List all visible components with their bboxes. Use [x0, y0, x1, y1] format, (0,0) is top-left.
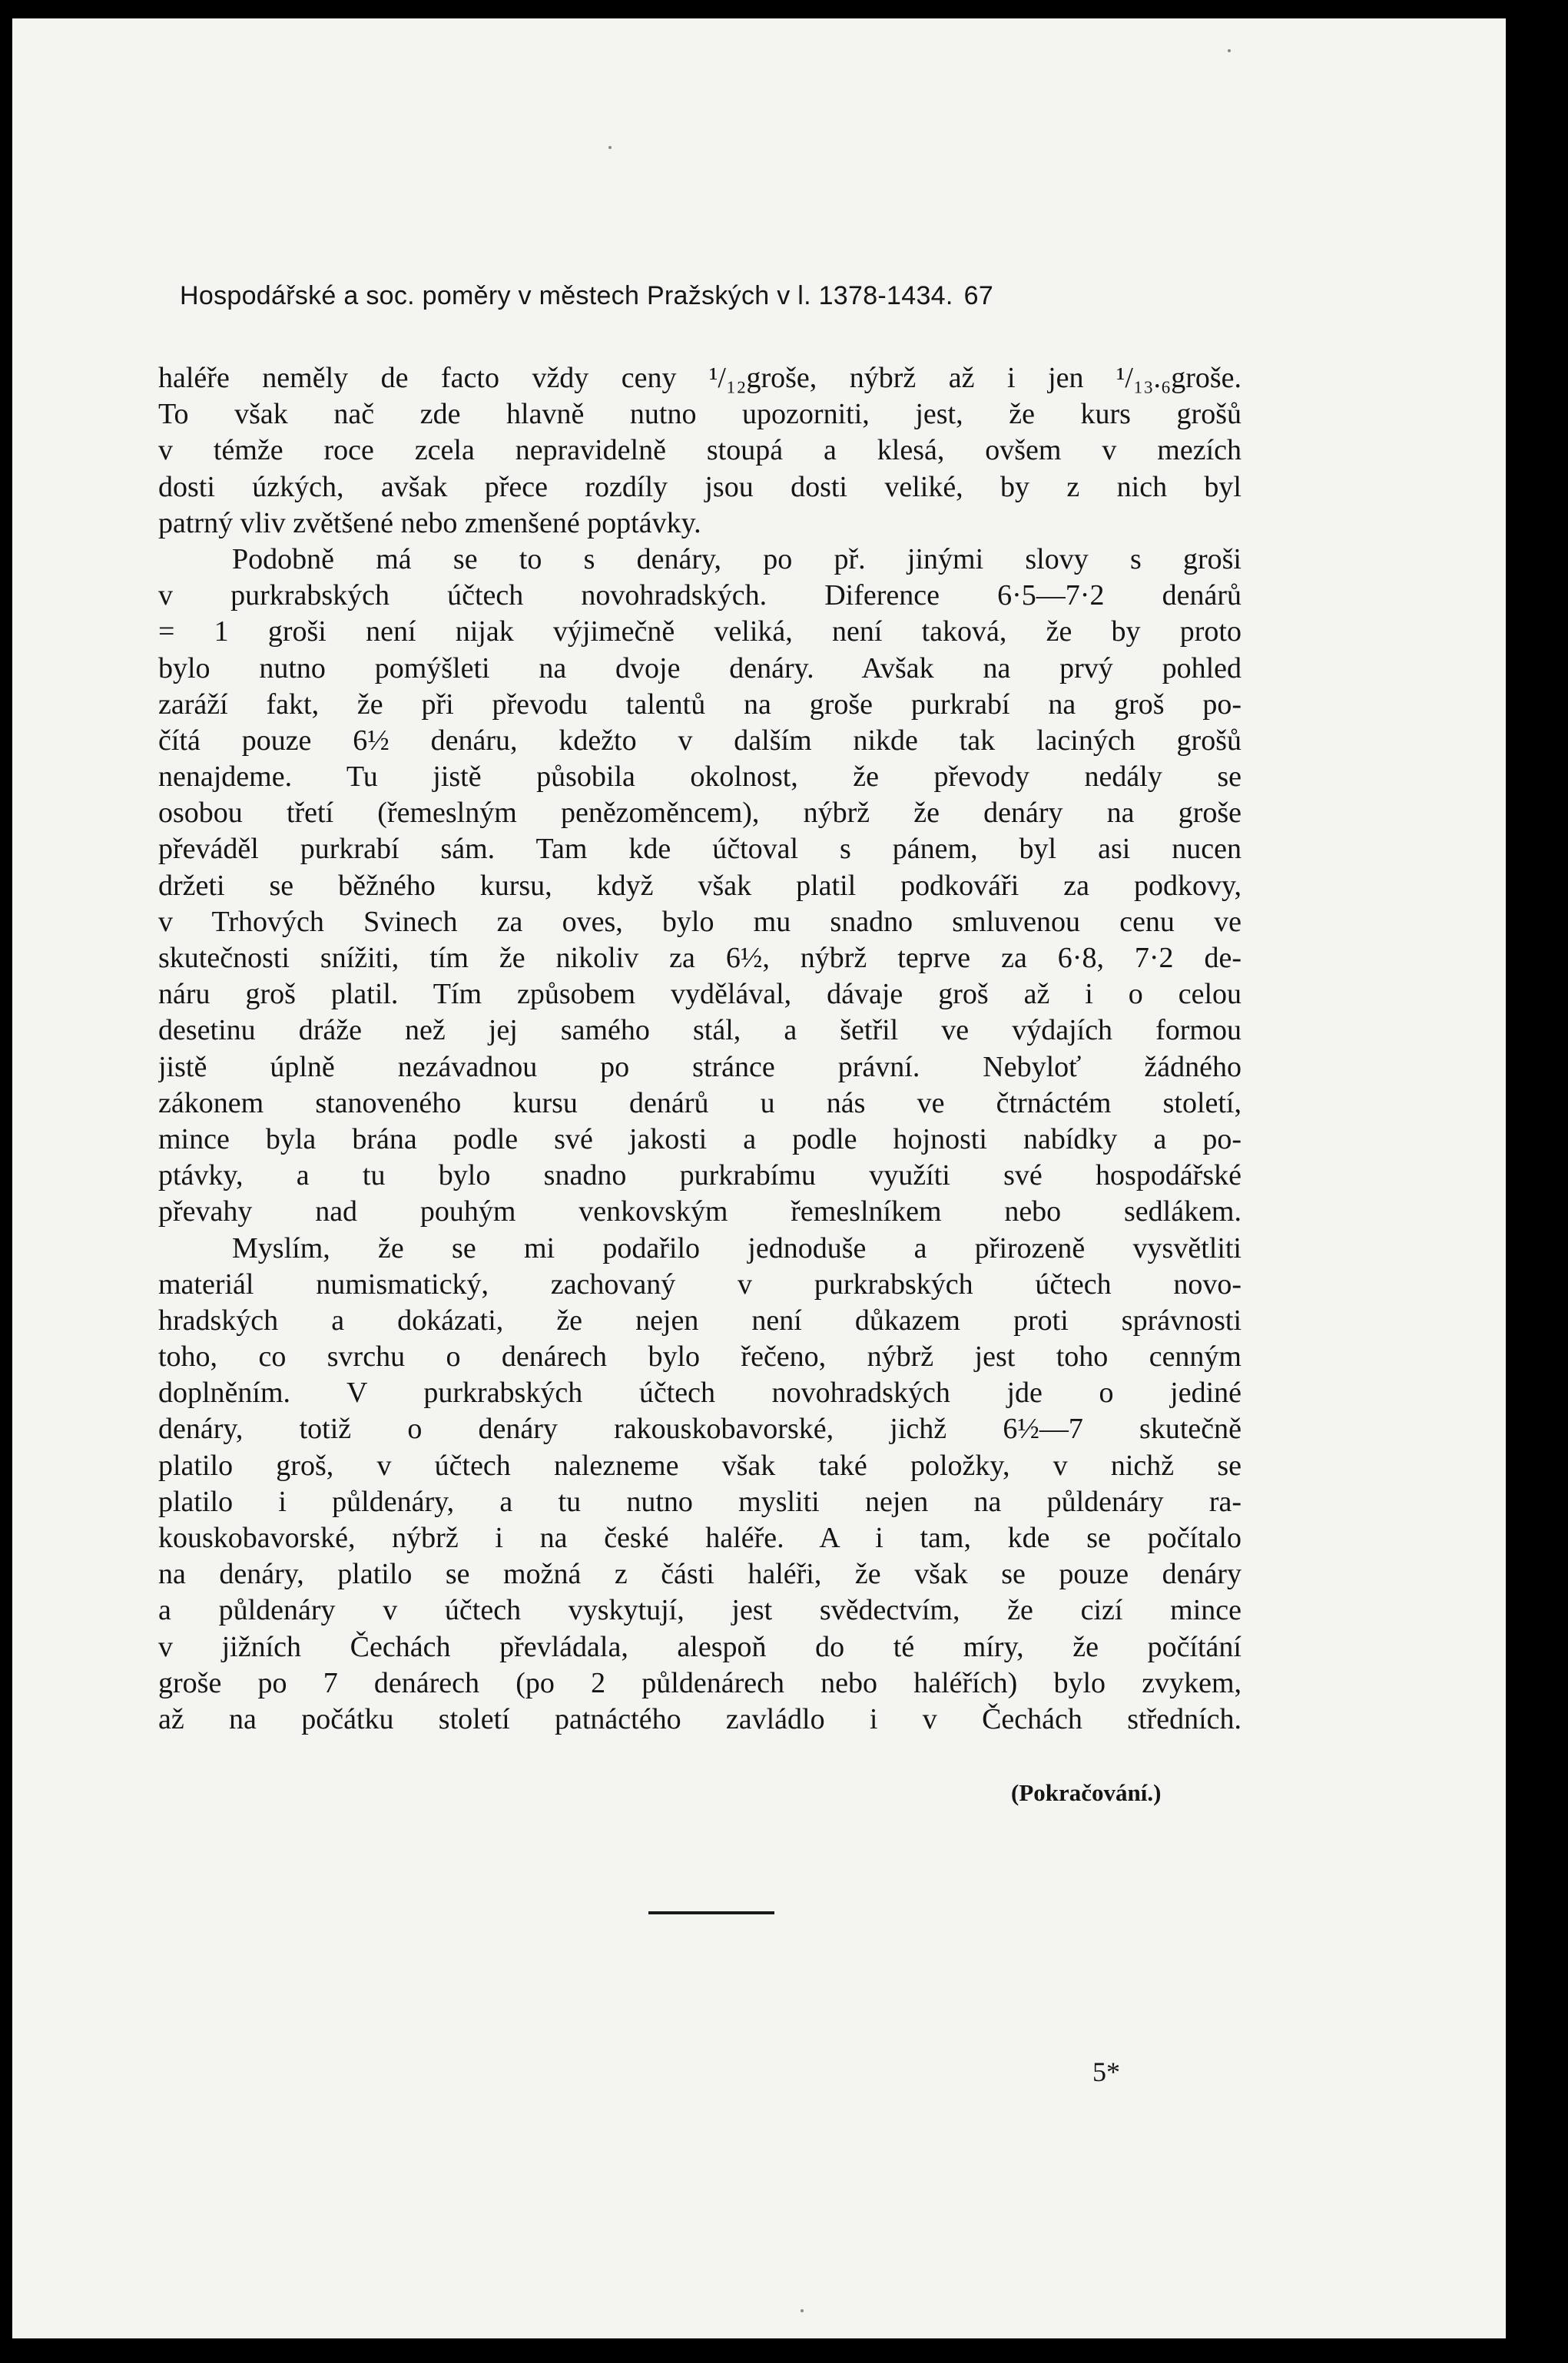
text-line: držeti se běžného kursu, když však platil podkováři za podkovy,: [158, 869, 1241, 902]
text-line: materiál numismatický, zachovaný v purkrabských účtech novo-: [158, 1268, 1241, 1301]
text-line: To však nač zde hlavně nutno upozorniti, jest, že kurs grošů: [158, 398, 1241, 431]
text-line: Myslím, že se mi podařilo jednoduše a přirozeně vysvětliti: [232, 1231, 1241, 1264]
text-line: kouskobavorské, nýbrž i na české haléře. A i tam, kde se počítalo: [158, 1522, 1241, 1554]
running-header: [180, 281, 1255, 311]
text-line: a půldenáry v účtech vyskytují, jest svědectvím, že cizí mince: [158, 1594, 1241, 1627]
text-line: Podobně má se to s denáry, po př. jinými slovy s groši: [232, 542, 1241, 575]
text-line: náru groš platil. Tím způsobem vydělával, dávaje groš až i o celou: [158, 978, 1241, 1011]
continued-note: (Pokračování.): [1011, 1779, 1162, 1806]
text-line: desetinu dráže než jej samého stál, a šetřil ve výdajích formou: [158, 1014, 1241, 1047]
text-line: groše po 7 denárech (po 2 půldenárech nebo haléřích) bylo zvykem,: [158, 1666, 1241, 1699]
text-line: zákonem stanoveného kursu denárů u nás ve čtrnáctém století,: [158, 1086, 1241, 1119]
text-line: převáděl purkrabí sám. Tam kde účtoval s pánem, byl asi nucen: [158, 833, 1241, 866]
dust-speck: [801, 2309, 804, 2312]
end-rule: [648, 1911, 774, 1914]
page-number: 67: [963, 281, 994, 310]
text-line: v purkrabských účtech novohradských. Diference 6·5—7·2 denárů: [158, 579, 1241, 612]
dust-speck: [608, 146, 612, 149]
text-line: převahy nad pouhým venkovským řemeslníkem nebo sedlákem.: [158, 1195, 1241, 1228]
text-line: = 1 groši není nijak výjimečně veliká, není taková, že by proto: [158, 615, 1241, 648]
text-line: jistě úplně nezávadnou po stránce právní. Nebyloť žádného: [158, 1050, 1241, 1083]
text-line: ptávky, a tu bylo snadno purkrabímu využíti své hospodářské: [158, 1159, 1241, 1192]
running-title: Hospodářské a soc. poměry v městech Pražských v l. 1378-1434.: [180, 281, 953, 310]
text-line: platilo i půldenáry, a tu nutno mysliti nejen na půldenáry ra-: [158, 1485, 1241, 1518]
text-line: osobou třetí (řemeslným penězoměncem), nýbrž že denáry na groše: [158, 797, 1241, 830]
text-line: platilo groš, v účtech nalezneme však také položky, v nichž se: [158, 1449, 1241, 1482]
signature-mark: 5*: [1092, 2056, 1120, 2087]
text-line: na denáry, platilo se možná z části haléři, že však se pouze denáry: [158, 1558, 1241, 1591]
text-line: mince byla brána podle své jakosti a podle hojnosti nabídky a po-: [158, 1122, 1241, 1155]
text-line: v Trhových Svinech za oves, bylo mu snadno smluvenou cenu ve: [158, 905, 1241, 938]
text-line: doplněním. V purkrabských účtech novohradských jde o jediné: [158, 1377, 1241, 1410]
text-line: hradských a dokázati, že nejen není důkazem proti správnosti: [158, 1304, 1241, 1337]
text-line: denáry, totiž o denáry rakouskobavorské, jichž 6½—7 skutečně: [158, 1413, 1241, 1446]
text-line: toho, co svrchu o denárech bylo řečeno, nýbrž jest toho cenným: [158, 1341, 1241, 1374]
text-line: čítá pouze 6½ denáru, kdežto v dalším nikde tak laciných grošů: [158, 724, 1241, 757]
scan-border: [1506, 0, 1568, 2363]
document-page: [12, 18, 1506, 2338]
text-line: zaráží fakt, že při převodu talentů na groše purkrabí na groš po-: [158, 688, 1241, 721]
text-line: haléře neměly de facto vždy ceny ¹/₁₂groše, nýbrž až i jen ¹/₁₃.₆groše.: [158, 362, 1241, 394]
text-line: patrný vliv zvětšené nebo zmenšené poptávky.: [158, 506, 701, 539]
text-line: až na počátku století patnáctého zavládlo i v Čechách středních.: [158, 1702, 1241, 1735]
text-line: v témže roce zcela nepravidelně stoupá a klesá, ovšem v mezích: [158, 434, 1241, 467]
text-line: skutečnosti snížiti, tím že nikoliv za 6½, nýbrž teprve za 6·8, 7·2 de-: [158, 942, 1241, 974]
text-line: nenajdeme. Tu jistě působila okolnost, že převody nedály se: [158, 761, 1241, 794]
text-line: bylo nutno pomýšleti na dvoje denáry. Avšak na prvý pohled: [158, 651, 1241, 684]
text-line: dosti úzkých, avšak přece rozdíly jsou dosti veliké, by z nich byl: [158, 470, 1241, 503]
body-text: [158, 360, 1241, 1738]
text-line: v jižních Čechách převládala, alespoň do té míry, že počítání: [158, 1630, 1241, 1663]
dust-speck: [1228, 49, 1231, 52]
